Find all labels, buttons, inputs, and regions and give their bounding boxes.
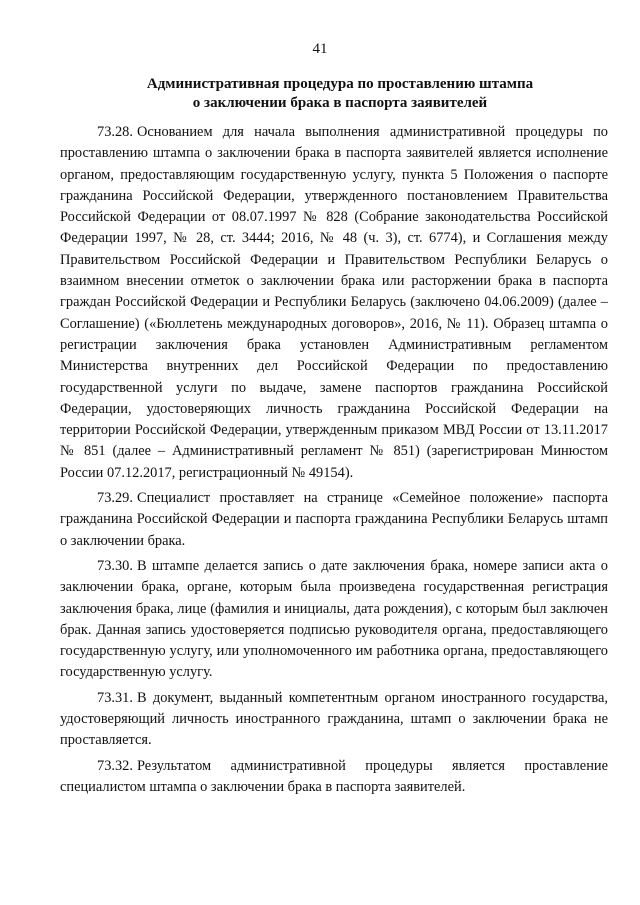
paragraph-text: Результатом административной процедуры является проставление специалистом штампа о заключении брака в паспорта заявителей. <box>60 757 608 795</box>
section-title-line-2: о заключении брака в паспорта заявителей <box>192 95 488 111</box>
paragraph-text: В штампе делается запись о дате заключения брака, номере записи акта о заключении брака, органе, которым была произведена государственная регистрация заключения брака, лице (фамилия и инициалы, дата рождения), с которым был заключен брак. Данная запись удостоверяется подписью руководителя органа, предоставляющего государственную услугу, или уполномоченного им работника органа, предоставляющего государственную услугу. <box>60 557 608 681</box>
paragraph-73-29 <box>60 488 608 552</box>
paragraph-73-32 <box>60 756 608 799</box>
paragraph-text: В документ, выданный компетентным органом иностранного государства, удостоверяющий личность иностранного гражданина, штамп о заключении брака не проставляется. <box>60 689 608 749</box>
section-title-line-1: Административная процедура по проставлению штампа <box>146 76 534 92</box>
section-title <box>80 75 600 113</box>
paragraph-number: 73.31. <box>97 689 133 706</box>
paragraph-73-30 <box>60 556 608 684</box>
paragraph-number: 73.28. <box>97 124 133 140</box>
page-number: 41 <box>312 41 328 57</box>
paragraph-text: Специалист проставляет на странице «Семейное положение» паспорта гражданина Российской Федерации и паспорта гражданина Республики Беларусь штамп о заключении брака. <box>60 490 608 549</box>
paragraph-number: 73.30. <box>97 557 133 574</box>
paragraph-73-28 <box>60 122 608 484</box>
document-body <box>60 122 608 802</box>
paragraph-number: 73.32. <box>97 757 133 774</box>
paragraph-73-31 <box>60 688 608 752</box>
paragraph-text: Основанием для начала выполнения административной процедуры по проставлению штампа о заключении брака в паспорта заявителей является исполнение органом, предоставляющим государственную услугу, пункта 5 Положения о паспорте гражданина Российской Федерации, утвержденного постановлением Правительства Российской Федерации от 08.07.1997 № 828 (Собрание законодательства Российской Федерации 1997, № 28, ст. 3444; 2016, № 48 (ч. 3), ст. 6774), и Соглашения между Правительством Российской Федерации и Правительством Республики Беларусь о взаимном внесении отметок о заключении брака или расторжении брака в паспорта граждан Российской Федерации и Республики Беларусь (заключено 04.06.2009) (далее – Соглашение) («Бюллетень международных договоров», 2016, № 11). Образец штампа о регистрации заключения брака установлен Административным регламентом Министерства внутренних дел Российской Федерации по предоставлению государственной услуги по выдаче, замене паспортов гражданина Российской Федерации, удостоверяющих личность гражданина Российской Федерации на территории Российской Федерации, утвержденным приказом МВД России от 13.11.2017 № 851 (далее – Административный регламент № 851) (зарегистрирован Минюстом России 07.12.2017, регистрационный № 49154). <box>60 124 608 481</box>
paragraph-number: 73.29. <box>97 490 133 507</box>
